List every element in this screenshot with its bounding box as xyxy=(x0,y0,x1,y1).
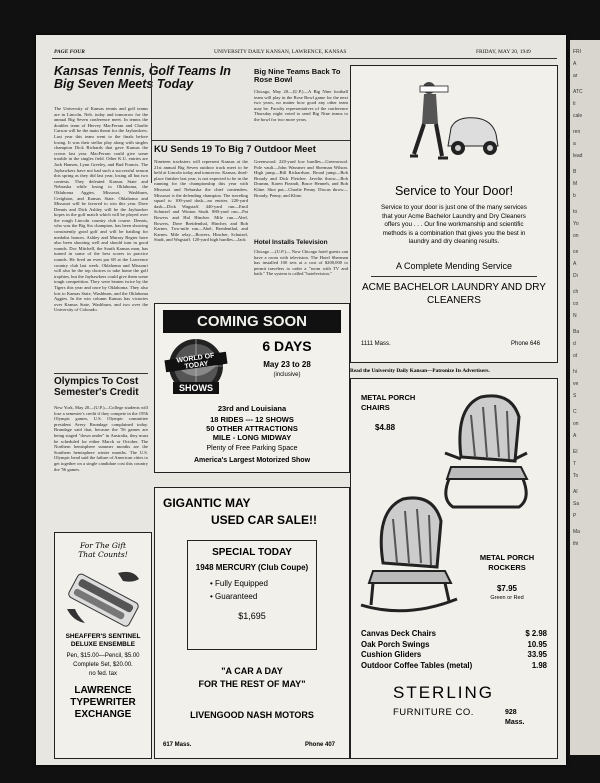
edge-fragment: ve xyxy=(573,381,579,387)
furniture-ad xyxy=(350,378,558,759)
edge-fragment: ar xyxy=(573,73,578,79)
feature-1-text: Fully Equipped xyxy=(215,579,268,588)
ku-track-headline: KU Sends 19 To Big 7 Outdoor Meet xyxy=(154,144,316,155)
price-list-item: Oak Porch Swings xyxy=(361,639,430,649)
olympics-headline: Olympics To Cost Semester's Credit xyxy=(54,376,139,398)
tennis-headline: Kansas Tennis, Golf Teams In Big Seven Meets Today xyxy=(54,64,231,92)
edge-fragment: on xyxy=(573,421,579,427)
edge-fragment: P xyxy=(573,513,577,519)
price-list-price: 10.95 xyxy=(527,639,547,649)
price-list-price: $ 2.98 xyxy=(525,629,547,638)
edge-fragment: ren xyxy=(573,129,581,135)
cleaners-address: 1111 Mass. xyxy=(361,341,391,347)
cleaners-title: Service to Your Door! xyxy=(394,184,514,198)
adjacent-page-edge xyxy=(570,40,600,755)
cleaners-phone: Phone 646 xyxy=(511,341,541,347)
edge-fragment: S xyxy=(573,393,577,399)
price-list-row xyxy=(361,629,547,640)
sterling-address-1: 928 xyxy=(505,709,517,716)
edge-fragment: ti xyxy=(573,101,576,107)
edge-fragment: A xyxy=(573,261,577,267)
newspaper-page xyxy=(36,35,566,765)
pen-store-name: LAWRENCE TYPEWRITER EXCHANGE xyxy=(70,685,136,720)
edge-fragment: A xyxy=(573,433,577,439)
car-phone: Phone 407 xyxy=(305,742,336,748)
ku-track-article: Nineteen tracksters will represent Kansas at the 21st annual Big Seven outdoor track meet to be held at Lincoln today and tomorrow. Kansas, third-place finisher last year, is not expected to be in the running for the championship this year with Missouri and Nebraska the chief contenders. Missouri is the defending champion. The traveling squad is: 100-yard dash—no entries. 220-yard dash—Dick Wagstaff. 440-yard run—Emil Schutzel and Winton Studt. 880-yard run—Pat Bowers and Hal Hincher. Mile run—Abel, Bowers, Dave Breidenthal, Hincher, and Bob Karnes. Two-mile run—Abel, Breidenthal, and Karnes. Mile relay—Bowers, Hincher, Schutzel, Studt, and Wagstaff. 120-yard high hurdles—Jack xyxy=(154,159,248,243)
pen-tagline-2: That Counts! xyxy=(78,550,128,559)
edge-fragment: a xyxy=(573,141,576,147)
issue-date: FRIDAY, MAY 20, 1949 xyxy=(476,49,531,55)
hotel-article: Chicago —(U.P.)— Now Chicago hotel guests can have a room with television. The Hotel Sherman has installed 100 sets at a cost of $200,000 to permit travelers to order a "room with TV and bath." The system is called "hotelevision." xyxy=(254,249,348,277)
chairs-price: $4.88 xyxy=(375,423,396,432)
feature-2-text: Guaranteed xyxy=(215,592,258,601)
car-address: 617 Mass. xyxy=(163,742,192,748)
edge-fragment: b xyxy=(573,193,576,199)
masthead-rule xyxy=(52,58,557,59)
edge-fragment: ATC xyxy=(573,89,583,95)
carnival-midway: MILE - LONG MIDWAY xyxy=(212,433,292,442)
ku-track-article-cont: Greenwood. 220-yard low hurdles—Greenwood. Pole vault—John Wassmer and Sherman Wilson. High jump—Bill Richardson. Broad jump—Bob Broady and Dick Fletcher. Javelin throw—Bob Drumm, Karen Fieandt, Bruce Henneh, and Bob Kline. Shot put—Charlie Penny. Discus throw—Broady, Penny, and Kline. xyxy=(254,159,348,198)
rockers-colors: Green or Red xyxy=(490,595,524,601)
carnival-parking: Plenty of Free Parking Space xyxy=(206,445,298,452)
edge-fragment: ce xyxy=(573,249,579,255)
edge-fragment: El xyxy=(573,449,578,455)
special-today: SPECIAL TODAY xyxy=(212,547,292,558)
car-dealer: LIVENGOOD NASH MOTORS xyxy=(190,710,314,720)
edge-fragment: T xyxy=(573,461,577,467)
price-list-price: 33.95 xyxy=(527,650,547,659)
price-list-row xyxy=(361,640,547,651)
edge-fragment: C xyxy=(573,409,577,415)
cleaners-name: ACME BACHELOR LAUNDRY AND DRY CLEANERS xyxy=(362,282,546,306)
special-box xyxy=(187,540,317,650)
edge-fragment: Di xyxy=(573,273,578,279)
edge-fragment: on xyxy=(573,233,579,239)
edge-fragment: cale xyxy=(573,113,583,119)
carnival-ad xyxy=(154,303,350,473)
carnival-attractions: 18 RIDES --- 12 SHOWS xyxy=(210,415,294,424)
edge-fragment: hi xyxy=(573,369,577,375)
tennis-article-col1: The University of Kansas tennis and golf teams are in Lincoln, Neb. today and tomorrow for the annual Big Seven conference meet. In tennis the doubles team of Hervey MacFerran and Charlie Carson will be the main threat for the Jayhawkers. Last year this team went to the finals before losing. It was their stellar play along with singles champion Dick Richards that gave Kansas the crown last year. MacFerran could give some trouble in the singles field. Other K.U. entries are Jack Hansen, Lynn Greeley, and Bud Francis. The Jayhawkers have not had such a successful season this spring as they did last year, losing all but two contests. They defeated Kansas State and Nebraska while losing to Oklahoma, the Oklahoma Aggies, Missouri, Washburn, Creighton, and Kansas State. Oklahoma and Missouri will be favored to win this year. Dave Dennis and Dick Ashley will be the Jayhawker hopes in the golf match which will be played over the rough Lincoln country club course. Dennis, who was the Big Six champion, has been showing consistently good golf and will be battling for medalist honors. Ashley and Murray Regier have also been shooting well and should turn in good rounds. Doc Mitchell, the South Kansas man, has turned in some of the best scores in practice rounds. He fired an even par 68 at the Lawrence country club last week. Oklahoma and Missouri will also be the top choices to take home the golf trophies, but the Jayhawkers could give them some tough competition. They were beaten twice by the Tigers this year and once by Oklahoma. They also lost to Kansas State, Washburn, and the Oklahoma Aggies. In the win column Kansas has victories over Kansas State, Washburn, and two over the University of Colorado. xyxy=(54,106,148,313)
edge-fragment: To xyxy=(573,473,579,479)
edge-fragment: to xyxy=(573,209,578,215)
rockers-price: $7.95 xyxy=(496,584,518,593)
pen-prices: Pen, $15.00—Pencil, $5.00 xyxy=(66,653,140,659)
edge-fragment: ch xyxy=(573,289,579,295)
car-title-2: USED CAR SALE!! xyxy=(211,513,318,527)
pen-product: SHEAFFER'S SENTINEL DELUXE ENSEMBLE xyxy=(65,633,141,648)
edge-fragment: Yo xyxy=(573,221,579,227)
edge-fragment: Al xyxy=(573,489,578,495)
special-car: 1948 MERCURY (Club Coupe) xyxy=(195,563,309,572)
car-slogan-1: "A CAR A DAY xyxy=(221,666,283,676)
logo-bottom-text: SHOWS xyxy=(178,383,213,393)
edge-fragment: M xyxy=(573,181,578,187)
edge-fragment: Ba xyxy=(573,329,580,335)
edge-fragment: FRI xyxy=(573,49,582,55)
sterling-store-name: STERLING xyxy=(393,683,495,702)
page-number: PAGE FOUR xyxy=(54,49,85,55)
carnival-title: COMING SOON xyxy=(163,310,341,333)
edge-fragment: lead xyxy=(573,153,583,159)
olympics-article: New York, May 20—(U.P.)—College students will lose a semester's credit if they compete in the 1956 Olympic games, U.S. Olympic committee president Avery Brundage complained today. Brundage said that, because the '56 games are being staged "down under" in Australia, they must be scheduled for either March or October. The Northern hemisphere summer months are the Southern hemisphere winter months. The U.S. Olympic head said the failure of American cities to get together on a single candidate cost this country the '56 games. xyxy=(54,405,148,472)
bignine-article: Chicago, May 20—(U.P.)—A Big Nine football team will play in the Rose Bowl game for the next two years, no matter how good any other team may be. Faculty representatives of the conference Thursday night voted to send Big Nine teams to the bowl for two more years. xyxy=(254,89,348,122)
pen-ad xyxy=(54,532,152,759)
cleaners-body: Service to your door is just one of the many services that your Acme Bachelor Laundry and Dry Cleaners offers you . . . Our fine workmanship and scientific methods is a combination that gives you the best in laundry and dry cleaning results. xyxy=(381,204,527,245)
paper-name: UNIVERSITY DAILY KANSAN, LAWRENCE, KANSAS xyxy=(214,49,347,55)
pen-tax: no fed. tax xyxy=(88,671,118,677)
edge-fragment: N xyxy=(573,313,577,319)
edge-fragment: thi xyxy=(573,541,579,547)
carnival-dates: May 23 to 28 xyxy=(263,360,311,369)
edge-fragment: d xyxy=(573,341,576,347)
feature-1: • Fully Equipped xyxy=(210,579,268,588)
car-title-1: GIGANTIC MAY xyxy=(163,496,251,510)
edge-fragment: A xyxy=(573,61,577,67)
chairs-label: METAL PORCH CHAIRS xyxy=(361,393,416,412)
pen-complete-price: Complete Set, $20.00. xyxy=(73,662,133,668)
logo-top-text: WORLD OF TODAY xyxy=(176,352,215,371)
rockers-label: METAL PORCH ROCKERS xyxy=(479,553,535,572)
cleaners-ad xyxy=(350,65,558,363)
advertiser-promo: Read the University Daily Kansan—Patronize Its Advertisers. xyxy=(350,368,490,374)
edge-fragment: co xyxy=(573,301,579,307)
world-of-today-logo xyxy=(163,336,229,400)
price-list-price: 1.98 xyxy=(531,660,547,670)
hotel-headline: Hotel Installs Television xyxy=(254,239,328,246)
porch-rocker-image xyxy=(357,487,461,619)
edge-fragment: Ma xyxy=(573,529,580,535)
used-car-ad xyxy=(154,487,350,759)
price-list-item: Cushion Gliders xyxy=(361,650,422,659)
edge-fragment: ot xyxy=(573,353,578,359)
carnival-location: 23rd and Louisiana xyxy=(217,404,287,413)
sterling-store-name-2: FURNITURE CO. xyxy=(393,707,474,718)
cleaners-mending: A Complete Mending Service xyxy=(395,261,513,271)
edge-fragment: B xyxy=(573,169,577,175)
furniture-price-list xyxy=(361,629,547,671)
price-list-row xyxy=(361,661,547,672)
carnival-attractions-2: 50 OTHER ATTRACTIONS xyxy=(206,424,298,433)
car-slogan-2: FOR THE REST OF MAY" xyxy=(198,679,306,689)
pen-set-image xyxy=(63,565,143,631)
carnival-tagline: America's Largest Motorized Show xyxy=(193,457,311,464)
price-list-item: Canvas Deck Chairs xyxy=(361,629,436,638)
pen-tagline-1: For The Gift xyxy=(79,541,127,550)
feature-2: • Guaranteed xyxy=(210,592,258,601)
carnival-inclusive: (inclusive) xyxy=(273,372,301,378)
price-list-item: Outdoor Coffee Tables (metal) xyxy=(361,660,473,670)
edge-fragment: Sa xyxy=(573,501,580,507)
delivery-man-illustration xyxy=(396,76,506,168)
bignine-headline: Big Nine Teams Back To Rose Bowl xyxy=(254,67,341,84)
carnival-days: 6 DAYS xyxy=(262,338,312,354)
special-price: $1,695 xyxy=(238,611,266,621)
sterling-address-2: Mass. xyxy=(505,719,525,726)
price-list-row xyxy=(361,650,547,661)
